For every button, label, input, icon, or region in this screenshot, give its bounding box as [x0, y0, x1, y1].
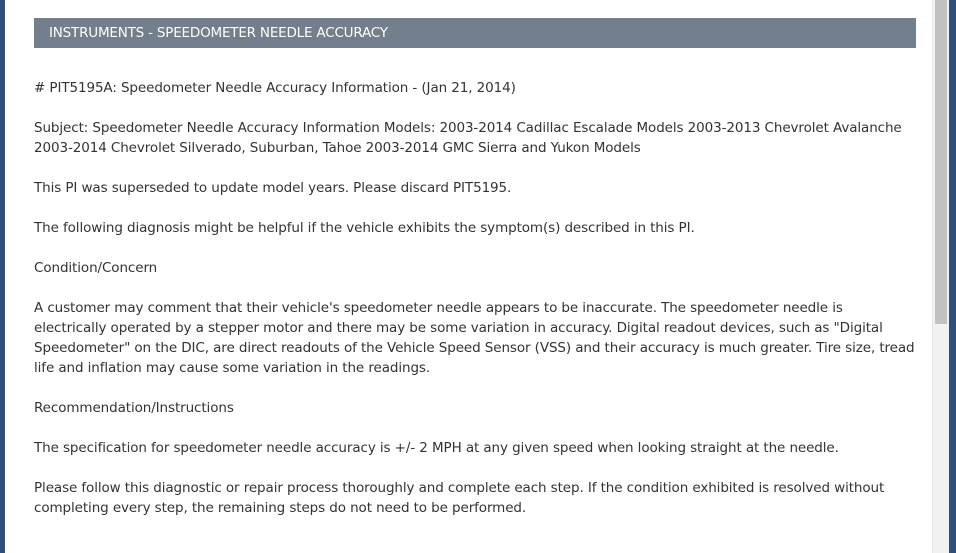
vertical-scrollbar[interactable]	[932, 0, 949, 553]
condition-paragraph: A customer may comment that their vehicle's speedometer needle appears to be inaccurate. The speedometer needle is electrically operated by a stepper motor and there may be some variation in accuracy. Digital readout devices, such as "Digital Speedometer" on the DIC, are direct readouts of the Vehicle Speed Sensor (VSS) and their accuracy is much greater. Tire size, tread life and inflation may cause some variation in the readings.	[34, 300, 915, 376]
instructions-paragraph: Please follow this diagnostic or repair process thoroughly and complete each step. If the condition exhibited is resolved without completing every step, the remaining steps do not need to be performed.	[34, 480, 885, 516]
diagnosis-note-paragraph: The following diagnosis might be helpful if the vehicle exhibits the symptom(s) described in this PI.	[34, 220, 695, 236]
scrollbar-thumb[interactable]	[935, 0, 947, 324]
superseded-paragraph: This PI was superseded to update model years. Please discard PIT5195.	[34, 180, 512, 196]
condition-heading: Condition/Concern	[34, 260, 158, 276]
document-content	[34, 78, 918, 538]
document-heading: # PIT5195A: Speedometer Needle Accuracy Information - (Jan 21, 2014)	[34, 80, 516, 96]
subject-paragraph: Subject: Speedometer Needle Accuracy Information Models: 2003-2014 Cadillac Escalade Models 2003-2013 Chevrolet Avalanche 2003-2014 Chevrolet Silverado, Suburban, Tahoe 2003-2014 GMC Sierra and Yukon Models	[34, 120, 902, 156]
section-title: INSTRUMENTS - SPEEDOMETER NEEDLE ACCURACY	[49, 25, 388, 41]
clipped-previous-line	[34, 0, 414, 2]
recommendation-heading: Recommendation/Instructions	[34, 400, 234, 416]
window-right-border	[949, 0, 956, 553]
specification-paragraph: The specification for speedometer needle accuracy is +/- 2 MPH at any given speed when looking straight at the needle.	[34, 440, 839, 456]
section-header	[34, 18, 916, 48]
window-left-border	[0, 0, 5, 553]
